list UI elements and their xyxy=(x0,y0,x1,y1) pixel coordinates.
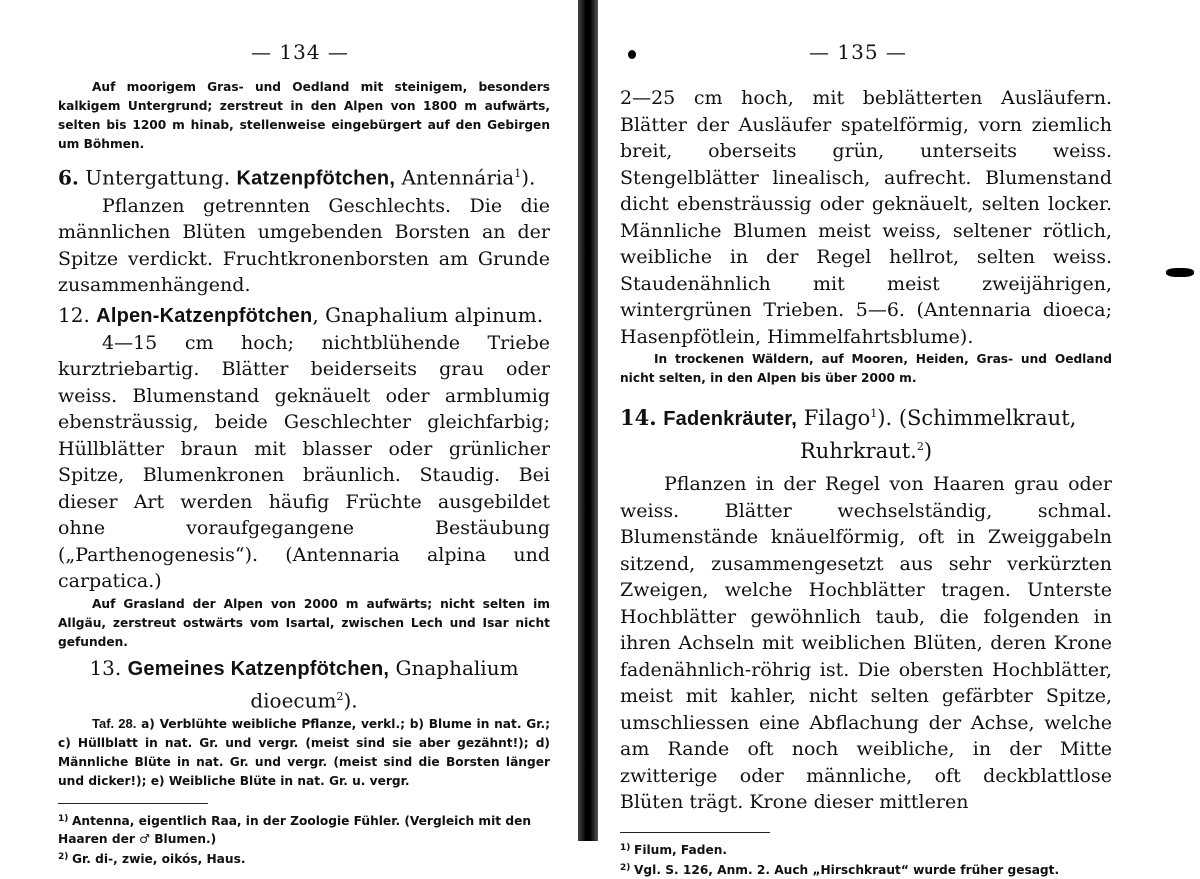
species-latin-name: Gnaphalium xyxy=(395,655,519,680)
footnote-text: Vgl. S. 126, Anm. 2. Auch „Hirschkraut“ wurde früher gesagt. xyxy=(634,862,1060,877)
species-number: 13. xyxy=(89,655,122,680)
ink-speck xyxy=(628,50,636,59)
species-latin-name-cont: dioecum xyxy=(250,688,337,713)
species-description-continued: 2—25 cm hoch, mit beblätterten Ausläufern. Blätter der Ausläufer spatelförmig, vorn ziemlich breit, oberseits grün, unterseits weiss. Stengelblätter linealisch, aufrecht. Blumenstand dicht ebensträussig oder geknäuelt, selten locker. Männliche Blumen meist weiss, seltener rötlich, weibliche in der Regel hellrot, selten weiss. Staudenähnlich mit meist zweijährigen, wintergrünen Trieben. 5—6. (Antennaria dioeca; Hasenpfötlein, Himmelfahrtsblume). xyxy=(620,87,1112,348)
genus-common-name-cont: Ruhrkraut. xyxy=(799,439,917,463)
species-heading-12 xyxy=(58,302,550,330)
left-text-column xyxy=(58,78,550,868)
footnote-ref: 2 xyxy=(336,689,344,703)
footnote-text: Antenna, eigentlich Raa, in der Zoologie Fühler. (Vergleich mit den Haaren der ♂ Blumen.) xyxy=(58,814,532,847)
genus-latin-name: Filago xyxy=(803,406,871,430)
habitat-note: Auf Grasland der Alpen von 2000 m aufwärts; nicht selten im Allgäu, zerstreut ostwärts vom Isartal, zwischen Lech und Isar nicht gefunden. xyxy=(58,596,550,649)
genus-heading-14 xyxy=(620,400,1112,465)
genus-number: 14. xyxy=(620,405,657,430)
section-number: 6. xyxy=(58,165,79,190)
species-bold-name: Alpen-Katzenpfötchen xyxy=(96,304,313,327)
habitat-note: Auf moorigem Gras- und Oedland mit steinigem, besonders kalkigem Untergrund; zerstreut in den Alpen von 1800 m aufwärts, selten bis 1200 m hinab, stellenweise eingebürgert auf den Gebirgen um Böhmen. xyxy=(58,80,550,151)
footnote-2 xyxy=(620,859,1112,879)
footnote-marker: 2) xyxy=(620,862,631,873)
book-spine-gutter xyxy=(578,0,598,841)
footnote-marker: 1) xyxy=(58,814,69,825)
heading-end: ). xyxy=(343,688,358,713)
footnote-1 xyxy=(620,839,1112,859)
right-text-column xyxy=(620,85,1112,879)
species-heading-13 xyxy=(58,655,550,715)
footnote-text: Gr. di-, zwie, oikós, Haus. xyxy=(72,852,246,867)
footnote-divider xyxy=(620,832,770,833)
heading-end: ) xyxy=(923,439,933,463)
footnote-ref: 1 xyxy=(870,407,878,420)
section-heading-6 xyxy=(58,160,550,193)
species-bold-name: Gemeines Katzenpfötchen, xyxy=(127,657,390,680)
plate-label: Taf. 28. xyxy=(92,716,137,732)
footnote-marker: 1) xyxy=(620,842,631,853)
genus-bold-name: Fadenkräuter, xyxy=(663,408,797,430)
plate-caption xyxy=(58,714,550,791)
footnote-text: Filum, Faden. xyxy=(634,842,728,857)
heading-latin-name: Antennária xyxy=(401,165,515,190)
page-number: — 135 — xyxy=(809,40,907,64)
right-page xyxy=(598,0,1200,877)
ink-speck xyxy=(1166,268,1194,277)
footnote-1 xyxy=(58,810,550,848)
habitat-note: In trockenen Wäldern, auf Mooren, Heiden, Gras- und Oedland nicht selten, in den Alpen bis über 2000 m. xyxy=(620,352,1112,385)
genus-description: Pflanzen in der Regel von Haaren grau oder weiss. Blätter wechselständig, schmal. Blumenstände knäuelförmig, oft in Zweiggabeln sitzend, zusammengesetzt aus sehr verkürzten Zweigen, welche Hochblätter tragen. Unterste Hochblätter gewöhnlich taub, die folgenden in ihren Achseln mit weiblichen Blüten, deren Krone fadenähnlich-röhrig ist. Die obersten Hochblätter, meist mit kahler, nicht selten gefärbter Spitze, umschliessen eine Abflachung der Achse, welche am Rande oft noch weibliche, in der Mitte zwitterige oder männliche, oft deckblattlose Blüten trägt. Krone dieser mittleren xyxy=(620,473,1112,813)
left-page xyxy=(0,0,578,867)
species-description: 4—15 cm hoch; nichtblühende Triebe kurztriebartig. Blätter beiderseits grau oder weiss. Blumenstand geknäuelt oder armblumig ebensträussig, beide Geschlechter gleichfarbig; Hüllblätter braun mit blasser oder grünlicher Spitze, Blumenkronen bräunlich. Staudig. Bei dieser Art werden häufig Früchte ausgebildet ohne voraufgegangene Bestäubung („Parthenogenesis“). (Antennaria alpina und carpatica.) xyxy=(58,331,550,593)
heading-bold-name: Katzenpfötchen, xyxy=(236,167,396,190)
heading-text: Untergattung. xyxy=(85,165,231,190)
heading-end: ). xyxy=(521,165,536,190)
genus-common-names: ). (Schimmelkraut, xyxy=(877,406,1077,430)
plate-caption-text: a) Verblühte weibliche Pflanze, verkl.; b) Blume in nat. Gr.; c) Hüllblatt in nat. Gr. und vergr. (meist sind sie aber gezähnt!); d) Männliche Blüte in nat. Gr. und vergr. (meist sind die Borsten länger und dicker!); e) Weibliche Blüte in nat. Gr. u. vergr. xyxy=(58,717,550,789)
footnote-divider xyxy=(58,803,208,804)
genus-heading-line2 xyxy=(620,433,1112,465)
page-number: — 134 — xyxy=(251,40,349,64)
footnote-2 xyxy=(58,848,550,868)
footnote-marker: 2) xyxy=(58,852,69,863)
section-description: Pflanzen getrennten Geschlechts. Die die männlichen Blüten umgebenden Borsten an der Spitze verdickt. Fruchtkronenborsten am Grunde zusammenhängend. xyxy=(58,194,550,297)
footnote-ref: 1 xyxy=(514,167,522,180)
footnote-ref: 2 xyxy=(916,440,924,453)
species-number: 12. xyxy=(58,302,90,327)
species-latin-name: , Gnaphalium alpinum. xyxy=(312,302,544,327)
